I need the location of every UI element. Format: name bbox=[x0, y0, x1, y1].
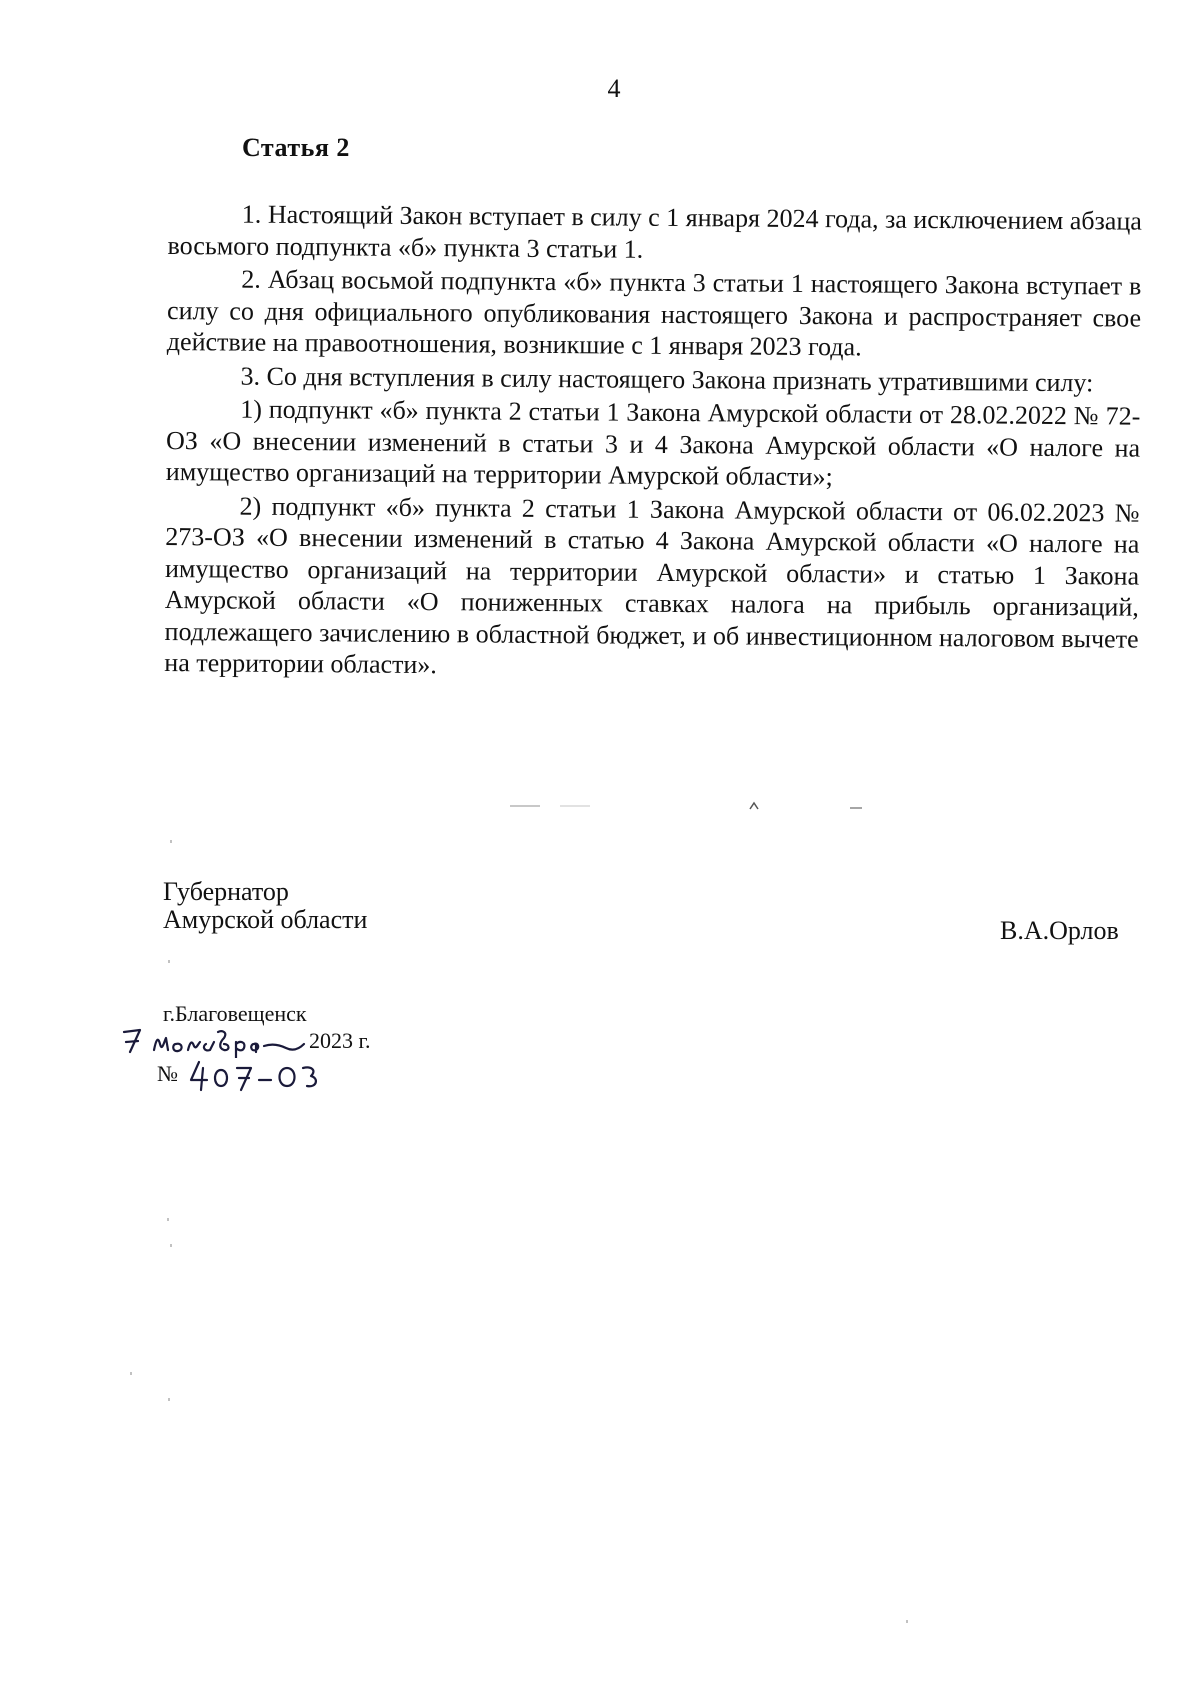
scan-speck bbox=[168, 1398, 170, 1401]
page-number: 4 bbox=[607, 74, 621, 103]
scan-speck bbox=[130, 1372, 132, 1375]
paragraph-3-item-1: 1) подпункт «б» пункта 2 статьи 1 Закона Амурской области от 28.02.2022 № 72-ОЗ «О внесении изменений в статьи 3 и 4 Закона Амурской области «О налоге на имущество организаций на территории Амурской области»; bbox=[165, 394, 1141, 492]
scan-speck bbox=[167, 1218, 169, 1221]
paragraph-1: 1. Настоящий Закон вступает в силу с 1 января 2024 года, за исключением абзаца восьмого подпункта «б» пункта 3 статьи 1. bbox=[167, 199, 1142, 264]
article-title: Статья 2 bbox=[242, 133, 350, 162]
scan-speck bbox=[906, 1620, 908, 1623]
article-body bbox=[164, 198, 1142, 688]
paragraph-3-item-2: 2) подпункт «б» пункта 2 статьи 1 Закона Амурской области от 06.02.2023 № 273-ОЗ «О внесении изменений в статью 4 Закона Амурской области «О налоге на имущество организаций на территории Амурской области» и статью 1 Закона Амурской области «О пониженных ставках налога на прибыль организаций, подлежащего зачислению в областной бюджет, и об инвестиционном налоговом вычете на территории области». bbox=[164, 491, 1140, 680]
number-sign: № bbox=[157, 1061, 178, 1086]
handwritten-law-number bbox=[187, 1056, 327, 1096]
paragraph-2: 2. Абзац восьмой подпункта «б» пункта 3 статьи 1 настоящего Закона вступает в силу со дня официального опубликования настоящего Закона и распространяет свое действие на правоотношения, возникшие с 1 января 2023 года. bbox=[166, 264, 1142, 362]
paragraph-3: 3. Со дня вступления в силу настоящего Закона признать утратившими силу: bbox=[240, 361, 1094, 397]
position-line-1: Губернатор bbox=[163, 877, 289, 906]
scan-speck bbox=[170, 840, 172, 843]
law-number bbox=[157, 1056, 357, 1096]
signatory-name: В.А.Орлов bbox=[1000, 916, 1119, 945]
date-year: 2023 г. bbox=[309, 1028, 371, 1053]
place-of-signing: г.Благовещенск bbox=[163, 1001, 307, 1026]
signing-date bbox=[118, 1022, 418, 1058]
scan-speck bbox=[168, 960, 170, 963]
handwritten-date bbox=[118, 1022, 308, 1058]
scan-speck bbox=[170, 1244, 172, 1247]
scan-artifact-marks bbox=[510, 800, 910, 812]
position-line-2: Амурской области bbox=[163, 905, 368, 934]
signatory-position bbox=[163, 878, 367, 934]
